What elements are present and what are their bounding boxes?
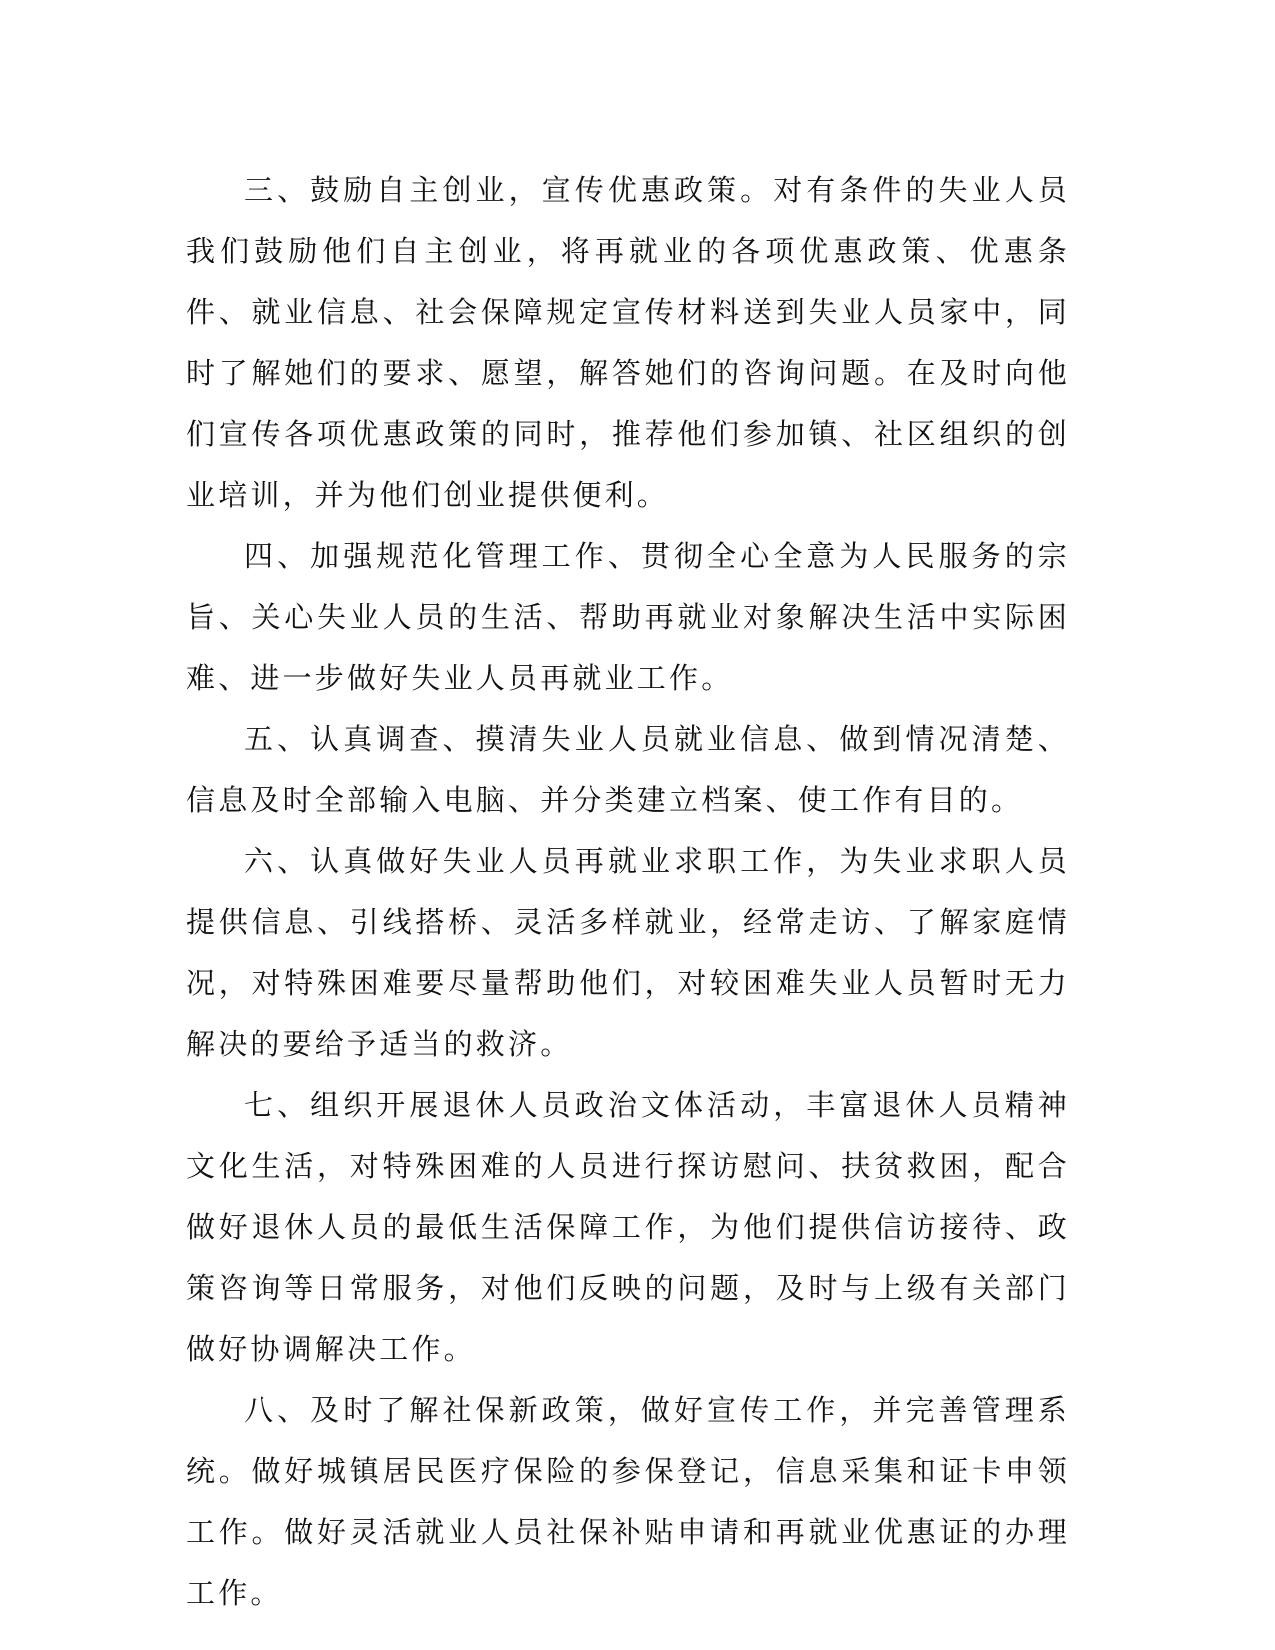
paragraph-7-retirees: 七、组织开展退休人员政治文体活动，丰富退休人员精神文化生活，对特殊困难的人员进行探访慰问、扶贫救困，配合做好退休人员的最低生活保障工作，为他们提供信访接待、政策咨询等日常服务，对他们反映的问题，及时与上级有关部门做好协调解决工作。	[186, 1088, 1070, 1366]
paragraph-8-social-security: 八、及时了解社保新政策，做好宣传工作，并完善管理系统。做好城镇居民医疗保险的参保登记，信息采集和证卡申领工作。做好灵活就业人员社保补贴申请和再就业优惠证的办理工作。	[186, 1393, 1070, 1610]
document-body	[186, 160, 1070, 1624]
paragraph-4-management: 四、加强规范化管理工作、贯彻全心全意为人民服务的宗旨、关心失业人员的生活、帮助再就业对象解决生活中实际困难、进一步做好失业人员再就业工作。	[186, 539, 1070, 695]
paragraph-5-investigation: 五、认真调查、摸清失业人员就业信息、做到情况清楚、信息及时全部输入电脑、并分类建立档案、使工作有目的。	[186, 722, 1070, 817]
paragraph-6-job-seeking: 六、认真做好失业人员再就业求职工作，为失业求职人员提供信息、引线搭桥、灵活多样就业，经常走访、了解家庭情况，对特殊困难要尽量帮助他们，对较困难失业人员暂时无力解决的要给予适当的救济。	[186, 844, 1070, 1061]
paragraph-3-entrepreneurship: 三、鼓励自主创业，宣传优惠政策。对有条件的失业人员我们鼓励他们自主创业，将再就业的各项优惠政策、优惠条件、就业信息、社会保障规定宣传材料送到失业人员家中，同时了解她们的要求、愿望，解答她们的咨询问题。在及时向他们宣传各项优惠政策的同时，推荐他们参加镇、社区组织的创业培训，并为他们创业提供便利。	[186, 173, 1070, 512]
